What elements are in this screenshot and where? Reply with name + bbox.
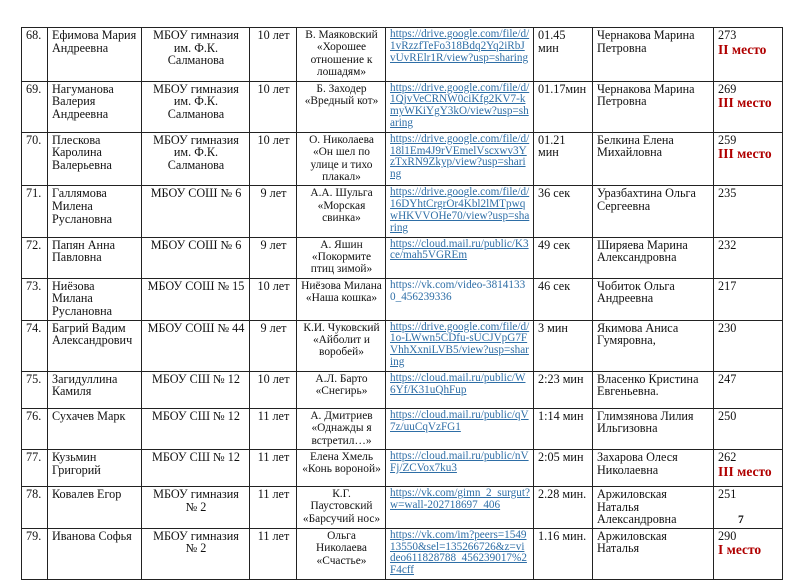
- work-title-cell: [297, 450, 386, 487]
- table-row: [22, 528, 783, 579]
- score-cell: [714, 450, 783, 487]
- video-link-cell: [386, 450, 534, 487]
- school-name: МБОУ СШ № 12: [152, 371, 240, 386]
- row-number-cell: [22, 408, 48, 449]
- participant-age: 9 лет: [260, 186, 287, 201]
- video-link-cell: [386, 28, 534, 82]
- video-link[interactable]: https://drive.google.com/file/d/18l1Em4J9rVEmelVscxwv3YzTxRN9Zkyp/view?usp=sharing: [390, 132, 530, 181]
- duration-cell: [534, 487, 593, 529]
- teacher-name: Аржиловская Наталья: [597, 528, 667, 556]
- table-row: [22, 371, 783, 408]
- work-title: К.И. Чуковский «Айболит и воробей»: [303, 321, 380, 359]
- duration: 2:05 мин: [538, 450, 584, 465]
- work-title-cell: [297, 320, 386, 371]
- school-name: МБОУ гимназия № 2: [153, 487, 239, 514]
- work-title-cell: [297, 237, 386, 278]
- row-number-cell: [22, 528, 48, 579]
- participant-name: Ниёзова Милана Руслановна: [52, 278, 113, 319]
- score: 259: [718, 132, 737, 147]
- score: 232: [718, 237, 737, 252]
- teacher-name: Белкина Елена Михайловна: [597, 132, 674, 160]
- score-cell: [714, 278, 783, 320]
- teacher-name-cell: [593, 132, 714, 186]
- school-name: МБОУ СОШ № 15: [147, 278, 245, 293]
- participant-name-cell: [48, 28, 142, 82]
- participant-age: 10 лет: [257, 278, 290, 293]
- teacher-name-cell: [593, 408, 714, 449]
- video-link[interactable]: https://vk.com/im?peers=154913550&sel=135266726&z=video611828788_456239017%2F4cff: [390, 528, 527, 577]
- page-number: 7: [738, 514, 744, 526]
- score-cell: [714, 371, 783, 408]
- teacher-name: Чернакова Марина Петровна: [597, 28, 695, 55]
- video-link[interactable]: https://drive.google.com/file/d/16DYhtCrgrOr4Kbl2lMTpwqwHKVVOHe70/view?usp=sharing: [390, 186, 530, 234]
- duration: 2:23 мин: [538, 371, 584, 386]
- score-cell: [714, 320, 783, 371]
- participant-name-cell: [48, 278, 142, 320]
- participant-name-cell: [48, 528, 142, 579]
- duration-cell: [534, 81, 593, 132]
- row-number-cell: [22, 320, 48, 371]
- duration: 3 мин: [538, 320, 568, 335]
- teacher-name: Ширяева Марина Александровна: [597, 237, 688, 265]
- table-row: [22, 450, 783, 487]
- work-title-cell: [297, 408, 386, 449]
- teacher-name-cell: [593, 320, 714, 371]
- video-link[interactable]: https://drive.google.com/file/d/1o-LWwn5CDfu-sUCJVpG7FVhhXxniLVB5/view?usp=sharing: [390, 320, 530, 369]
- table-row: [22, 408, 783, 449]
- duration-cell: [534, 28, 593, 82]
- teacher-name-cell: [593, 371, 714, 408]
- video-link-cell: [386, 186, 534, 237]
- table-row: [22, 237, 783, 278]
- participant-age: 10 лет: [257, 132, 290, 147]
- work-title-cell: [297, 487, 386, 529]
- duration-cell: [534, 528, 593, 579]
- participant-age-cell: [250, 28, 297, 82]
- duration-cell: [534, 278, 593, 320]
- participant-age: 10 лет: [257, 371, 290, 386]
- row-number-cell: [22, 237, 48, 278]
- row-number: 77.: [26, 450, 42, 465]
- participant-age: 11 лет: [257, 487, 290, 502]
- duration: 36 сек: [538, 186, 571, 201]
- participant-age: 11 лет: [257, 408, 290, 423]
- score-cell: [714, 408, 783, 449]
- row-number-cell: [22, 28, 48, 82]
- score: 230: [718, 320, 737, 335]
- school-name: МБОУ СОШ № 44: [147, 320, 245, 335]
- duration-cell: [534, 408, 593, 449]
- video-link[interactable]: https://drive.google.com/file/d/1vRzzfTeFo318Bdq2Yq2iRbJvUvRElr1R/view?usp=sharing: [390, 28, 530, 64]
- teacher-name-cell: [593, 81, 714, 132]
- row-number-cell: [22, 278, 48, 320]
- row-number-cell: [22, 132, 48, 186]
- place-award: III место: [718, 95, 772, 111]
- duration: 1.16 мин.: [538, 528, 587, 543]
- work-title: В. Маяковский «Хорошее отношение к лошадям»: [305, 29, 378, 79]
- teacher-name: Якимова Аниса Гумяровна,: [597, 320, 679, 348]
- school-name: МБОУ гимназия им. Ф.К. Салманова: [153, 132, 239, 172]
- participant-name: Ефимова Мария Андреевна: [52, 28, 137, 55]
- row-number-cell: [22, 487, 48, 529]
- score: 235: [718, 186, 737, 201]
- participant-age-cell: [250, 278, 297, 320]
- school-name-cell: [142, 28, 250, 82]
- participant-age-cell: [250, 450, 297, 487]
- teacher-name-cell: [593, 237, 714, 278]
- score: 273: [718, 28, 737, 42]
- video-link[interactable]: https://vk.com/video-38141330_456239336: [390, 278, 526, 303]
- teacher-name-cell: [593, 186, 714, 237]
- video-link[interactable]: https://cloud.mail.ru/public/K3ce/mah5VGREm: [390, 237, 529, 262]
- video-link-cell: [386, 132, 534, 186]
- score-cell: [714, 528, 783, 579]
- score-cell: [714, 81, 783, 132]
- row-number: 68.: [26, 28, 42, 42]
- participant-name-cell: [48, 81, 142, 132]
- results-table-body: [22, 28, 783, 580]
- row-number: 72.: [26, 237, 42, 252]
- participant-age-cell: [250, 81, 297, 132]
- place-award: II место: [718, 41, 767, 57]
- score: 251: [718, 487, 737, 502]
- teacher-name-cell: [593, 528, 714, 579]
- video-link-cell: [386, 528, 534, 579]
- participant-name: Ковалев Егор: [52, 487, 122, 502]
- score: 269: [718, 81, 737, 96]
- video-link[interactable]: https://drive.google.com/file/d/1QjvVeCRNW0ciKfg2KV7-kmyWKiYgY3kO/view?usp=sharing: [390, 81, 530, 130]
- participant-name: Нагуманова Валерия Андреевна: [52, 81, 114, 121]
- duration-cell: [534, 320, 593, 371]
- teacher-name: Глимзянова Лилия Ильгизовна: [597, 408, 694, 436]
- participant-name-cell: [48, 371, 142, 408]
- teacher-name: Власенко Кристина Евгеньевна.: [597, 371, 699, 399]
- video-link-cell: [386, 278, 534, 320]
- teacher-name: Захарова Олеся Николаевна: [597, 450, 678, 477]
- participant-name: Сухачев Марк: [52, 408, 126, 423]
- duration: 49 сек: [538, 237, 571, 252]
- duration-cell: [534, 450, 593, 487]
- table-row: [22, 186, 783, 237]
- participant-name: Папян Анна Павловна: [52, 237, 116, 265]
- video-link[interactable]: https://cloud.mail.ru/public/W6Yf/K31uQhFup: [390, 371, 526, 396]
- duration-cell: [534, 371, 593, 408]
- school-name-cell: [142, 320, 250, 371]
- table-row: [22, 132, 783, 186]
- row-number: 79.: [26, 528, 42, 543]
- school-name: МБОУ СШ № 12: [152, 408, 240, 423]
- work-title: А. Дмитриев «Однажды я встретил…»: [310, 409, 373, 447]
- school-name-cell: [142, 528, 250, 579]
- duration: 01.21 мин: [538, 132, 566, 160]
- duration: 01.45 мин: [538, 28, 566, 55]
- participant-name: Загидуллина Камиля: [52, 371, 118, 399]
- teacher-name-cell: [593, 28, 714, 82]
- school-name-cell: [142, 278, 250, 320]
- row-number: 75.: [26, 371, 42, 386]
- table-row: [22, 81, 783, 132]
- duration: 01.17мин: [538, 81, 587, 96]
- work-title: А. Яшин «Покормите птиц зимой»: [310, 238, 373, 276]
- participant-name: Багрий Вадим Александрович: [52, 320, 133, 348]
- teacher-name: Чернакова Марина Петровна: [597, 81, 695, 109]
- place-award: I место: [718, 542, 762, 558]
- work-title-cell: [297, 81, 386, 132]
- duration: 2.28 мин.: [538, 487, 587, 502]
- participant-age: 11 лет: [257, 528, 290, 543]
- school-name: МБОУ СОШ № 6: [150, 186, 242, 201]
- row-number-cell: [22, 371, 48, 408]
- score: 250: [718, 408, 737, 423]
- row-number-cell: [22, 450, 48, 487]
- participant-name-cell: [48, 450, 142, 487]
- video-link[interactable]: https://vk.com/gimn_2_surgut?w=wall-202718697_406: [390, 487, 530, 511]
- participant-name: Галлямова Милена Руслановна: [52, 186, 113, 226]
- school-name: МБОУ СОШ № 6: [150, 237, 242, 252]
- work-title-cell: [297, 278, 386, 320]
- participant-age: 11 лет: [257, 450, 290, 465]
- participant-age-cell: [250, 186, 297, 237]
- score-cell: [714, 487, 783, 529]
- participant-name-cell: [48, 132, 142, 186]
- video-link[interactable]: https://cloud.mail.ru/public/nVFj/ZCVox7ku3: [390, 450, 529, 474]
- teacher-name: Чобиток Ольга Андреевна: [597, 278, 675, 306]
- row-number: 69.: [26, 81, 42, 96]
- school-name-cell: [142, 132, 250, 186]
- participant-age-cell: [250, 237, 297, 278]
- video-link-cell: [386, 408, 534, 449]
- school-name: МБОУ гимназия им. Ф.К. Салманова: [153, 81, 239, 121]
- work-title-cell: [297, 186, 386, 237]
- participant-age-cell: [250, 528, 297, 579]
- participant-name-cell: [48, 320, 142, 371]
- work-title: О. Николаева «Он шел по улице и тихо плакал»: [309, 133, 374, 184]
- duration: 1:14 мин: [538, 408, 584, 423]
- video-link-cell: [386, 320, 534, 371]
- participant-name-cell: [48, 237, 142, 278]
- work-title-cell: [297, 28, 386, 82]
- duration: 46 сек: [538, 278, 571, 293]
- school-name-cell: [142, 237, 250, 278]
- teacher-name-cell: [593, 278, 714, 320]
- participant-name-cell: [48, 408, 142, 449]
- score: 247: [718, 371, 737, 386]
- row-number: 73.: [26, 278, 42, 293]
- participant-age: 9 лет: [260, 237, 287, 252]
- table-row: [22, 278, 783, 320]
- place-award: III место: [718, 463, 772, 479]
- participant-age-cell: [250, 487, 297, 529]
- score-cell: [714, 132, 783, 186]
- work-title-cell: [297, 132, 386, 186]
- score: 290: [718, 528, 737, 543]
- results-table: [21, 27, 783, 580]
- place-award: III место: [718, 146, 772, 162]
- duration-cell: [534, 186, 593, 237]
- work-title: Ольга Николаева «Счастье»: [316, 529, 367, 567]
- school-name-cell: [142, 371, 250, 408]
- participant-age: 10 лет: [257, 81, 290, 96]
- participant-age-cell: [250, 320, 297, 371]
- row-number: 76.: [26, 408, 42, 423]
- school-name-cell: [142, 487, 250, 529]
- participant-name: Плескова Каролина Валерьевна: [52, 132, 112, 172]
- teacher-name: Уразбахтина Ольга Сергеевна: [597, 186, 696, 214]
- school-name: МБОУ СШ № 12: [152, 450, 240, 465]
- duration-cell: [534, 132, 593, 186]
- work-title: Елена Хмель «Конь вороной»: [302, 451, 381, 476]
- participant-name: Иванова Софья: [52, 528, 132, 543]
- participant-age-cell: [250, 408, 297, 449]
- row-number-cell: [22, 186, 48, 237]
- work-title: А.Л. Барто «Снегирь»: [315, 372, 368, 398]
- participant-age: 10 лет: [257, 28, 290, 42]
- school-name: МБОУ гимназия № 2: [153, 528, 239, 556]
- school-name-cell: [142, 81, 250, 132]
- score: 217: [718, 278, 737, 293]
- participant-name-cell: [48, 487, 142, 529]
- work-title-cell: [297, 528, 386, 579]
- video-link[interactable]: https://cloud.mail.ru/public/qV7z/uuCqVzFG1: [390, 408, 529, 433]
- school-name: МБОУ гимназия им. Ф.К. Салманова: [153, 28, 239, 68]
- teacher-name-cell: [593, 487, 714, 529]
- school-name-cell: [142, 408, 250, 449]
- score-cell: [714, 186, 783, 237]
- score: 262: [718, 450, 737, 465]
- row-number: 74.: [26, 320, 42, 335]
- school-name-cell: [142, 450, 250, 487]
- score-cell: [714, 28, 783, 82]
- video-link-cell: [386, 371, 534, 408]
- participant-age: 9 лет: [260, 320, 287, 335]
- work-title: К.Г. Паустовский «Барсучий нос»: [302, 488, 381, 525]
- video-link-cell: [386, 487, 534, 529]
- row-number: 71.: [26, 186, 42, 201]
- row-number: 78.: [26, 487, 42, 502]
- work-title: А.А. Шульга «Морская свинка»: [310, 187, 373, 225]
- table-row: [22, 28, 783, 82]
- teacher-name-cell: [593, 450, 714, 487]
- work-title: Ниёзова Милана «Наша кошка»: [301, 279, 382, 305]
- work-title-cell: [297, 371, 386, 408]
- school-name-cell: [142, 186, 250, 237]
- row-number: 70.: [26, 132, 42, 147]
- table-row: [22, 487, 783, 529]
- participant-name-cell: [48, 186, 142, 237]
- participant-name: Кузьмин Григорий: [52, 450, 101, 477]
- participant-age-cell: [250, 371, 297, 408]
- duration-cell: [534, 237, 593, 278]
- video-link-cell: [386, 81, 534, 132]
- work-title: Б. Заходер «Вредный кот»: [304, 82, 379, 108]
- video-link-cell: [386, 237, 534, 278]
- teacher-name: Аржиловская Наталья Александровна: [597, 487, 677, 527]
- participant-age-cell: [250, 132, 297, 186]
- table-row: [22, 320, 783, 371]
- score-cell: [714, 237, 783, 278]
- row-number-cell: [22, 81, 48, 132]
